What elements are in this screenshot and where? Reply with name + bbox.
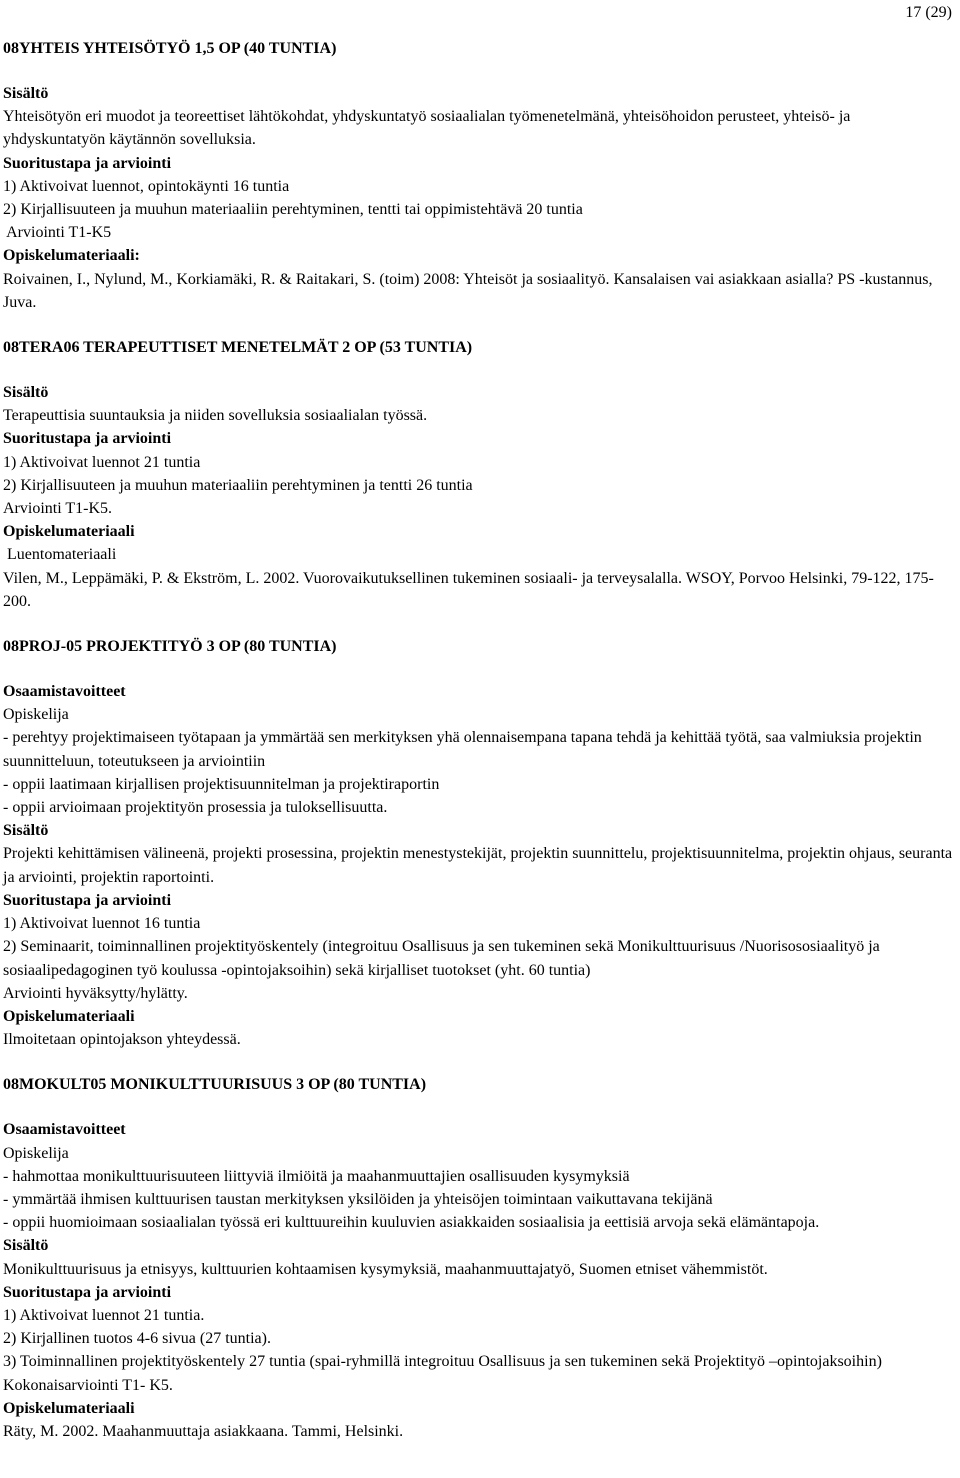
- suoritus-line: 2) Kirjallinen tuotos 4-6 sivua (27 tuntia).: [3, 1330, 271, 1348]
- opiskelija-label: Opiskelija: [3, 1144, 69, 1162]
- sisalto-text: Monikulttuurisuus ja etnisyys, kulttuurien kohtaamisen kysymyksiä, maahanmuuttajatyö, Suomen etniset vähemmistöt.: [3, 1260, 768, 1278]
- materiaali-line: Luentomateriaali: [3, 546, 117, 564]
- suoritus-heading: Suoritustapa ja arviointi: [3, 1283, 172, 1301]
- course-title: 08TERA06 TERAPEUTTISET MENETELMÄT 2 OP (53 TUNTIA): [3, 339, 473, 357]
- course-projektityo: [3, 635, 953, 1051]
- document-body: [3, 37, 953, 1443]
- course-title: 08MOKULT05 MONIKULTTUURISUUS 3 OP (80 TUNTIA): [3, 1076, 427, 1094]
- course-monikulttuurisuus: [3, 1073, 953, 1443]
- osaamis-line: - ymmärtää ihmisen kulttuurisen taustan merkityksen yksilöiden ja yhteisöjen toimintaan vaikuttavana tekijänä: [3, 1190, 713, 1208]
- course-yhteisotyo: [3, 37, 953, 314]
- suoritus-line: Arviointi T1-K5.: [3, 500, 113, 518]
- osaamis-line: - oppii arvioimaan projektityön prosessia ja tuloksellisuutta.: [3, 799, 388, 817]
- suoritus-line: 1) Aktivoivat luennot 21 tuntia: [3, 453, 201, 471]
- suoritus-heading: Suoritustapa ja arviointi: [3, 430, 172, 448]
- suoritus-line: Arviointi T1-K5: [3, 224, 112, 242]
- course-terapeuttiset: [3, 336, 953, 613]
- materiaali-heading: Opiskelumateriaali:: [3, 247, 140, 265]
- suoritus-line: Kokonaisarviointi T1- K5.: [3, 1376, 173, 1394]
- materiaali-line: Ilmoitetaan opintojakson yhteydessä.: [3, 1031, 241, 1049]
- suoritus-line: 1) Aktivoivat luennot, opintokäynti 16 tuntia: [3, 177, 290, 195]
- suoritus-line: 1) Aktivoivat luennot 21 tuntia.: [3, 1306, 205, 1324]
- materiaali-line: Roivainen, I., Nylund, M., Korkiamäki, R. & Raitakari, S. (toim) 2008: Yhteisöt ja sosiaalityö. Kansalaisen vai asiakkaan asialla? PS -kustannus, Juva.: [3, 270, 933, 311]
- materiaali-heading: Opiskelumateriaali: [3, 1007, 135, 1025]
- suoritus-heading: Suoritustapa ja arviointi: [3, 891, 172, 909]
- sisalto-text: Terapeuttisia suuntauksia ja niiden sovelluksia sosiaalialan työssä.: [3, 407, 428, 425]
- suoritus-heading: Suoritustapa ja arviointi: [3, 154, 172, 172]
- suoritus-line: 2) Seminaarit, toiminnallinen projektityöskentely (integroituu Osallisuus ja sen tukeminen sekä Monikulttuurisuus /Nuorisososiaalityö ja sosiaalipedagoginen työ koulussa -opintojaksoihin) sekä kirjalliset tuotokset (yht. 60 tuntia): [3, 938, 880, 979]
- suoritus-line: 2) Kirjallisuuteen ja muuhun materiaaliin perehtyminen ja tentti 26 tuntia: [3, 476, 473, 494]
- course-title: 08PROJ-05 PROJEKTITYÖ 3 OP (80 TUNTIA): [3, 638, 337, 656]
- suoritus-line: 3) Toiminnallinen projektityöskentely 27 tuntia (spai-ryhmillä integroituu Osallisuus ja sen tukeminen sekä Projektityö –opintojaksoihin): [3, 1353, 882, 1371]
- opiskelija-label: Opiskelija: [3, 706, 69, 724]
- materiaali-heading: Opiskelumateriaali: [3, 1399, 135, 1417]
- materiaali-line: Räty, M. 2002. Maahanmuuttaja asiakkaana. Tammi, Helsinki.: [3, 1422, 404, 1440]
- sisalto-text: Projekti kehittämisen välineenä, projekti prosessina, projektin menestystekijät, projektin suunnittelu, projektisuunnitelma, projektin ohjaus, seuranta ja arviointi, projektin raportointi.: [3, 845, 953, 886]
- course-title: 08YHTEIS YHTEISÖTYÖ 1,5 OP (40 TUNTIA): [3, 40, 337, 57]
- suoritus-line: Arviointi hyväksytty/hylätty.: [3, 984, 188, 1002]
- osaamis-line: - perehtyy projektimaiseen työtapaan ja ymmärtää sen merkityksen yhä olennaisempana tapana tehdä ja kehittää työtä, saa valmiuksia projektin suunnitteluun, toteutukseen ja arviointiin: [3, 729, 922, 770]
- materiaali-line: Vilen, M., Leppämäki, P. & Ekström, L. 2002. Vuorovaikutuksellinen tukeminen sosiaali- ja terveysalalla. WSOY, Porvoo Helsinki, 79-122, 175-200.: [3, 569, 934, 610]
- suoritus-line: 1) Aktivoivat luennot 16 tuntia: [3, 915, 201, 933]
- osaamis-heading: Osaamistavoitteet: [3, 1121, 126, 1139]
- sisalto-heading: Sisältö: [3, 1237, 49, 1255]
- sisalto-heading: Sisältö: [3, 384, 49, 402]
- osaamis-line: - oppii huomioimaan sosiaalialan työssä eri kulttuureihin kuuluvien asiakkaiden sosiaalisia ja eettisiä arvoja sekä elämäntapoja.: [3, 1214, 820, 1232]
- sisalto-text: Yhteisötyön eri muodot ja teoreettiset lähtökohdat, yhdyskuntatyö sosiaalialan työmenetelmänä, yhteisöhoidon perusteet, yhteisö- ja yhdyskuntatyön käytännön sovelluksia.: [3, 108, 851, 149]
- sisalto-heading: Sisältö: [3, 85, 49, 102]
- osaamis-line: - oppii laatimaan kirjallisen projektisuunnitelman ja projektiraportin: [3, 775, 440, 793]
- osaamis-heading: Osaamistavoitteet: [3, 683, 126, 701]
- suoritus-line: 2) Kirjallisuuteen ja muuhun materiaaliin perehtyminen, tentti tai oppimistehtävä 20 tuntia: [3, 201, 583, 219]
- materiaali-heading: Opiskelumateriaali: [3, 523, 135, 541]
- osaamis-line: - hahmottaa monikulttuurisuuteen liittyviä ilmiöitä ja maahanmuuttajien osallisuuden kysymyksiä: [3, 1167, 630, 1185]
- page-number: 17 (29): [905, 4, 952, 21]
- sisalto-heading: Sisältö: [3, 822, 49, 840]
